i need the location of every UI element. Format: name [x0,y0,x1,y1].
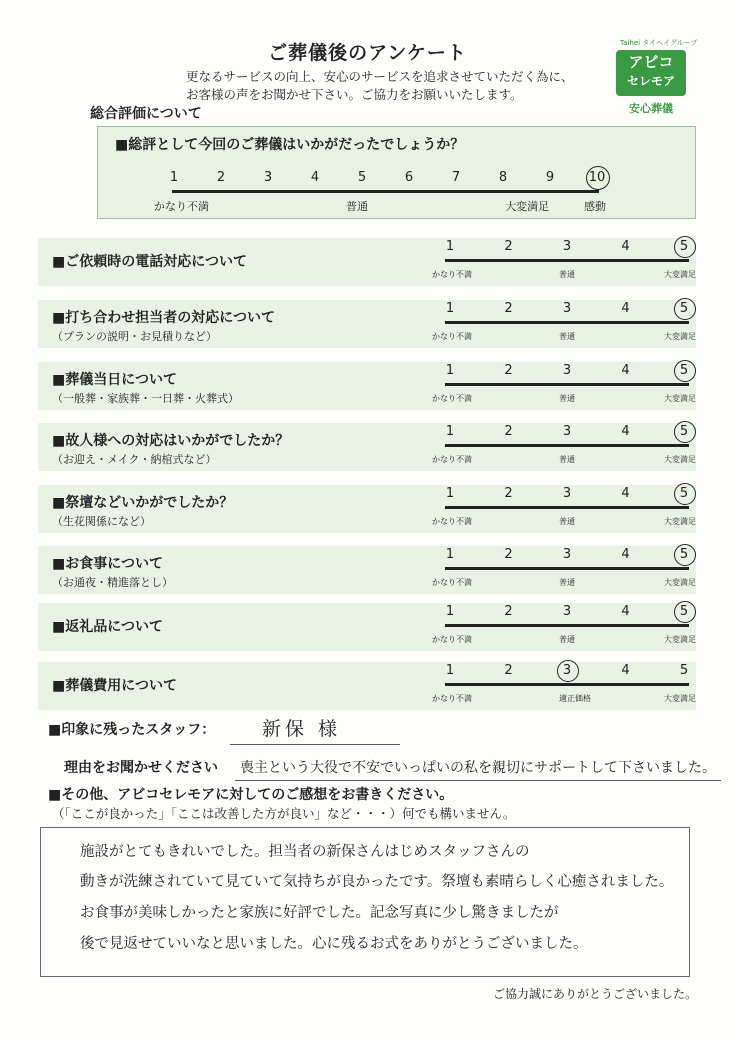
scale-option[interactable]: 5 [679,547,689,562]
scale-option[interactable]: 5 [679,424,689,439]
staff-name-underline [230,744,400,745]
scale-option[interactable]: 3 [562,486,572,501]
scale-label: 普通 [559,270,575,279]
scale-option[interactable]: 1 [169,170,179,185]
scale-option[interactable]: 1 [445,239,455,254]
selected-circle-mark [674,360,696,382]
scale-option[interactable]: 3 [562,663,572,678]
scale-option[interactable]: 4 [621,604,630,619]
group-logo-text: Taihei タイヘイグループ [620,39,698,47]
scale-option[interactable]: 10 [588,170,606,185]
scale-option[interactable]: 3 [562,547,572,562]
selected-circle-mark [674,421,696,443]
scale-option[interactable]: 5 [679,663,689,678]
footer-thanks: ご協力誠にありがとうございました。 [492,987,697,1001]
rating-question: ■ご依頼時の電話対応について [52,254,247,270]
scale-option[interactable]: 2 [504,301,513,316]
scale-label: かなり不満 [432,394,472,403]
logo-tagline: 安心葬儀 [629,102,673,115]
scale-option[interactable]: 4 [621,547,630,562]
scale-option[interactable]: 3 [562,363,572,378]
selected-circle-mark [557,660,579,682]
rating-subtext: （お迎え・メイク・納棺式など） [52,453,217,466]
scale-label: 大変満足 [664,578,696,587]
scale-option[interactable]: 4 [621,239,630,254]
scale-label: 普通 [559,394,575,403]
comment-line: お食事が美味しかったと家族に好評でした。記念写真に少し驚きましたが [80,905,559,921]
scale-option[interactable]: 3 [263,170,273,185]
scale-label: かなり不満 [432,455,472,464]
scale-option[interactable]: 2 [504,663,513,678]
overall-question: ■総評として今回のご葬儀はいかがだったでしょうか？ [115,137,465,153]
rating-subtext: （一般葬・家族葬・一日葬・火葬式） [52,392,239,405]
scale-option[interactable]: 4 [310,170,320,185]
scale-option[interactable]: 5 [679,363,689,378]
reason-underline [235,780,721,781]
rating-question: ■葬儀費用について [52,678,177,694]
scale-option[interactable]: 7 [451,170,461,185]
scale-option[interactable]: 3 [562,239,572,254]
scale-label: かなり不満 [432,517,472,526]
scale-option[interactable]: 2 [504,604,513,619]
scale-label: かなり不満 [432,332,472,341]
company-logo [616,50,686,96]
overall-section-heading: 総合評価について [90,106,202,122]
scale-option[interactable]: 4 [621,363,630,378]
scale-label: 普通 [559,455,575,464]
intro-line-2: お客様の声をお聞かせ下さい。ご協力をお願いいたします。 [186,87,523,102]
scale-label: 大変満足 [664,694,696,703]
scale-label: 大変満足 [664,394,696,403]
selected-circle-mark [586,166,610,190]
scale-option[interactable]: 3 [562,301,572,316]
scale-option[interactable]: 2 [504,547,513,562]
scale-option[interactable]: 4 [621,663,630,678]
scale-label: かなり不満 [432,635,472,644]
page-title: ご葬儀後のアンケート [268,42,467,64]
scale-line [445,624,689,627]
scale-option[interactable]: 2 [504,424,513,439]
scale-line [445,567,689,570]
logo-line-1: アビコ [628,53,674,71]
scale-option[interactable]: 2 [216,170,226,185]
scale-option[interactable]: 3 [562,604,572,619]
scale-option[interactable]: 4 [621,424,630,439]
scale-option[interactable]: 2 [504,486,513,501]
scale-option[interactable]: 3 [562,424,572,439]
comment-line: 動きが洗練されていて見ていて気持ちが良かったです。祭壇も素晴らしく心癒されました。 [80,874,674,890]
intro-text [186,68,574,104]
comments-subheading: （「ここが良かった」「ここは改善した方が良い」など・・・）何でも構いません。 [52,806,516,821]
rating-question: ■お食事について [52,556,163,572]
scale-option[interactable]: 6 [404,170,414,185]
rating-question: ■祭壇などいかがでしたか？ [52,495,234,511]
scale-option[interactable]: 5 [357,170,367,185]
scale-option[interactable]: 1 [445,363,455,378]
scale-line [445,444,689,447]
scale-label: かなり不満 [432,270,472,279]
scale-option[interactable]: 2 [504,363,513,378]
rating-question: ■葬儀当日について [52,372,177,388]
rating-subtext: （お通夜・精進落とし） [52,576,173,589]
selected-circle-mark [674,236,696,258]
scale-line [445,506,689,509]
scale-option[interactable]: 5 [679,239,689,254]
scale-label: 普通 [559,332,575,341]
scale-line [172,190,599,193]
scale-label: 感動 [584,200,606,213]
rating-question: ■返礼品について [52,619,163,635]
comments-heading: ■その他、アビコセレモアに対してのご感想をお書きください。 [48,787,454,803]
staff-name[interactable]: 新保 様 [262,718,342,740]
scale-option[interactable]: 1 [445,604,455,619]
staff-label: ■印象に残ったスタッフ： [48,722,216,738]
selected-circle-mark [674,298,696,320]
selected-circle-mark [674,483,696,505]
selected-circle-mark [674,601,696,623]
scale-option[interactable]: 5 [679,486,689,501]
intro-line-1: 更なるサービスの向上、安心のサービスを追求させていただく為に、 [186,69,574,84]
scale-label: 普通 [559,517,575,526]
scale-label: 適正価格 [559,694,591,703]
scale-label: 普通 [559,578,575,587]
scale-label: 普通 [346,200,368,213]
scale-option[interactable]: 9 [545,170,555,185]
scale-label: 大変満足 [664,517,696,526]
scale-option[interactable]: 1 [445,486,455,501]
reason-label: 理由をお聞かせください [64,760,218,776]
scale-label: 大変満足 [664,635,696,644]
comment-line: 施設がとてもきれいでした。担当者の新保さんはじめスタッフさんの [80,844,530,860]
scale-label: かなり不満 [154,200,209,213]
rating-question: ■打ち合わせ担当者の対応について [52,310,275,326]
rating-subtext: （プランの説明・お見積りなど） [52,330,217,343]
rating-question: ■故人様への対応はいかがでしたか？ [52,433,290,449]
scale-option[interactable]: 4 [621,486,630,501]
scale-label: かなり不満 [432,578,472,587]
scale-label: 大変満足 [505,200,550,213]
rating-subtext: （生花関係になど） [52,515,151,528]
scale-line [445,259,689,262]
scale-option[interactable]: 1 [445,663,455,678]
scale-label: 大変満足 [664,270,696,279]
scale-option[interactable]: 4 [621,301,630,316]
scale-option[interactable]: 5 [679,301,689,316]
selected-circle-mark [674,544,696,566]
scale-option[interactable]: 1 [445,424,455,439]
scale-option[interactable]: 1 [445,301,455,316]
scale-line [445,683,689,686]
logo-line-2: セレモア [626,74,675,88]
scale-option[interactable]: 2 [504,239,513,254]
scale-line [445,321,689,324]
scale-label: 普通 [559,635,575,644]
scale-line [445,383,689,386]
scale-option[interactable]: 1 [445,547,455,562]
comment-line: 後で見返せていいなと思いました。心に残るお式をありがとうございました。 [80,936,588,952]
scale-option[interactable]: 5 [679,604,689,619]
reason-text[interactable]: 喪主という大役で不安でいっぱいの私を親切にサポートして下さいました。 [240,760,716,776]
scale-label: 大変満足 [664,455,696,464]
scale-option[interactable]: 8 [498,170,508,185]
scale-label: 大変満足 [664,332,696,341]
scale-label: かなり不満 [432,694,472,703]
